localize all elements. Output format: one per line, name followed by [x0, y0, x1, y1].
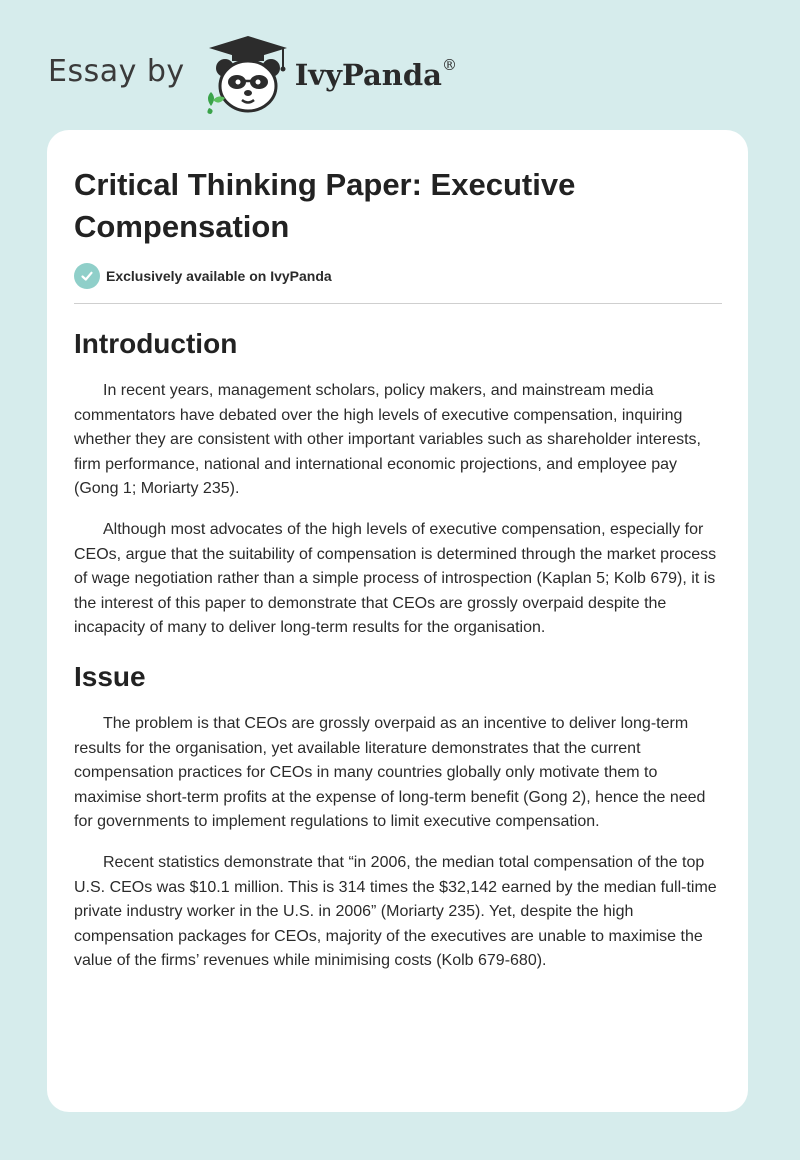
- section-issue: [74, 653, 724, 974]
- page-title: Critical Thinking Paper: Executive Compensation: [74, 167, 576, 244]
- essay-card: [47, 130, 748, 1112]
- section-heading: Introduction: [74, 328, 238, 359]
- brand-header: [48, 34, 457, 114]
- registered-mark: ®: [441, 56, 457, 74]
- divider: [74, 303, 722, 304]
- paragraph: In recent years, management scholars, policy makers, and mainstream media commentators have debated over the high levels of executive compensation, inquiring whether they are consistent with other important variables such as shareholder interests, firm performance, national and international economic projections, and employee pay (Gong 1; Moriarty 235).: [74, 382, 701, 498]
- paragraph: The problem is that CEOs are grossly overpaid as an incentive to deliver long-term results for the organisation, yet available literature demonstrates that the current compensation practices for CEOs in many countries globally only motivate them to maximise short-term profits at the expense of long-term benefit (Gong 2), hence the need for governments to implement regulations to limit executive compensation.: [74, 714, 706, 831]
- paragraph: Recent statistics demonstrate that “in 2006, the median total compensation of the top U.S. CEOs was $10.1 million. This is 314 times the $32,142 earned by the median full-time private industry worker in the U.S. in 2006” (Moriarty 235). Yet, despite the high compensation packages for CEOs, majority of the executives are unable to maximise the value of the firms’ revenues while minimising costs (Kolb 679-680).: [74, 853, 717, 970]
- exclusive-label: Exclusively available on IvyPanda: [106, 268, 332, 284]
- section-heading: Issue: [74, 660, 146, 692]
- panda-graduation-cap-icon: [203, 34, 293, 114]
- brand-prefix: Essay by: [48, 53, 185, 89]
- check-icon: [74, 263, 100, 289]
- brand-name: IvyPanda®: [294, 56, 457, 92]
- essay-body: [74, 320, 724, 986]
- exclusive-badge: [74, 263, 332, 289]
- paragraph: Although most advocates of the high levels of executive compensation, especially for CEOs, argue that the suitability of compensation is determined through the market process of wage negotiation rather than a simple process of introspection (Kaplan 5; Kolb 679), it is the interest of this paper to demonstrate that CEOs are grossly overpaid despite the incapacity of many to deliver long-term results for the organisation.: [74, 520, 717, 637]
- section-introduction: [74, 320, 724, 641]
